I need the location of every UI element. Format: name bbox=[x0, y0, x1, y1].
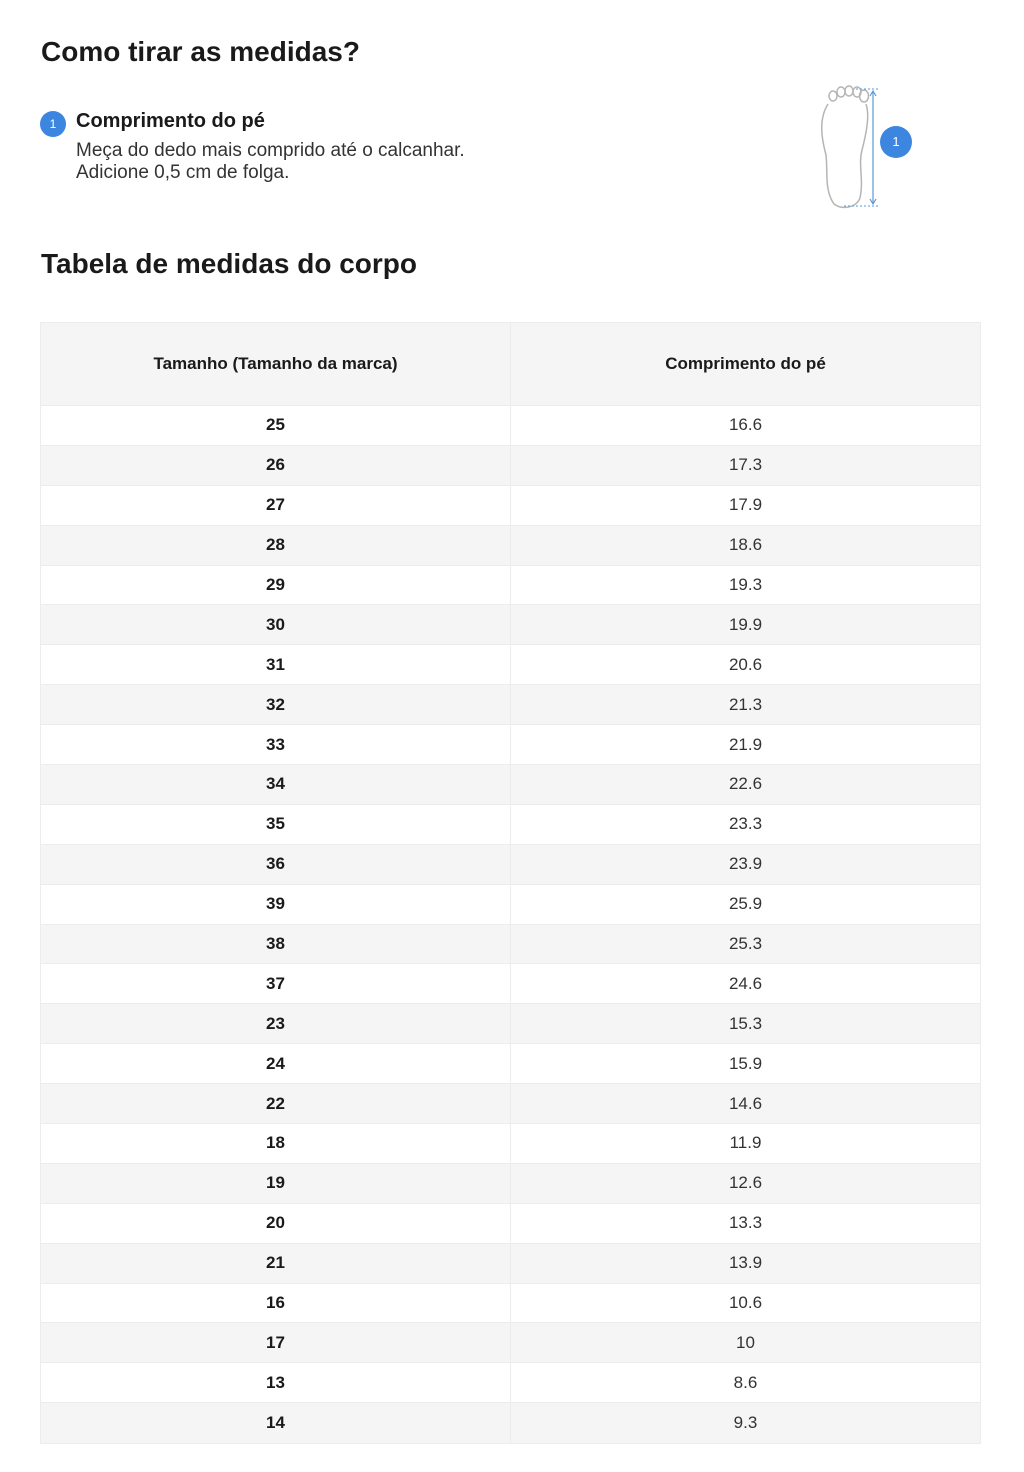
foot-length-cell: 15.3 bbox=[728, 1013, 763, 1033]
size-cell: 20 bbox=[41, 1204, 511, 1243]
size-cell: 23 bbox=[41, 1004, 511, 1043]
table-row bbox=[41, 1204, 980, 1244]
size-cell: 27 bbox=[41, 486, 511, 525]
header-foot-length: Comprimento do pé bbox=[665, 354, 826, 373]
size-table bbox=[40, 322, 981, 1444]
foot-length-cell: 11.9 bbox=[729, 1133, 762, 1153]
table-row bbox=[41, 566, 980, 606]
table-row bbox=[41, 1244, 980, 1284]
foot-length-cell: 16.6 bbox=[728, 415, 763, 435]
size-cell: 25 bbox=[41, 406, 511, 445]
table-row bbox=[41, 406, 980, 446]
table-row bbox=[41, 925, 980, 965]
table-row bbox=[41, 805, 980, 845]
table-row bbox=[41, 1363, 980, 1403]
size-cell: 17 bbox=[41, 1323, 511, 1362]
table-row bbox=[41, 964, 980, 1004]
size-cell: 18 bbox=[41, 1124, 511, 1163]
foot-illustration bbox=[808, 80, 928, 215]
size-cell: 19 bbox=[41, 1164, 511, 1203]
illustration-number-badge: 1 bbox=[880, 126, 912, 158]
table-row bbox=[41, 1164, 980, 1204]
foot-length-cell: 13.9 bbox=[728, 1253, 763, 1273]
foot-length-cell: 12.6 bbox=[728, 1173, 763, 1193]
step-number-badge: 1 bbox=[40, 111, 66, 137]
table-row bbox=[41, 486, 980, 526]
foot-length-cell: 10 bbox=[736, 1332, 755, 1352]
foot-length-cell: 13.3 bbox=[728, 1213, 763, 1233]
foot-length-cell: 19.3 bbox=[728, 575, 763, 594]
size-cell: 36 bbox=[41, 845, 511, 884]
table-header-row bbox=[41, 323, 980, 406]
size-cell: 37 bbox=[41, 964, 511, 1003]
table-row bbox=[41, 1323, 980, 1363]
foot-length-cell: 14.6 bbox=[728, 1093, 763, 1113]
foot-outline-icon bbox=[808, 80, 888, 215]
foot-length-cell: 23.9 bbox=[728, 854, 763, 874]
size-cell: 29 bbox=[41, 566, 511, 605]
foot-length-cell: 10.6 bbox=[728, 1293, 763, 1313]
size-cell: 38 bbox=[41, 925, 511, 964]
size-cell: 39 bbox=[41, 885, 511, 924]
foot-length-cell: 25.3 bbox=[728, 934, 763, 954]
foot-length-cell: 20.6 bbox=[728, 654, 763, 674]
table-row bbox=[41, 446, 980, 486]
table-row bbox=[41, 765, 980, 805]
size-cell: 32 bbox=[41, 685, 511, 724]
foot-length-cell: 17.3 bbox=[728, 455, 763, 475]
table-row bbox=[41, 725, 980, 765]
foot-length-cell: 21.3 bbox=[728, 694, 763, 714]
header-size: Tamanho (Tamanho da marca) bbox=[41, 323, 511, 405]
foot-length-cell: 15.9 bbox=[728, 1053, 763, 1073]
size-cell: 35 bbox=[41, 805, 511, 844]
table-row bbox=[41, 605, 980, 645]
foot-length-cell: 17.9 bbox=[728, 495, 763, 515]
foot-length-cell: 24.6 bbox=[728, 973, 763, 993]
table-body bbox=[41, 406, 980, 1443]
step-description: Meça do dedo mais comprido até o calcanhar. Adicione 0,5 cm de folga. bbox=[76, 140, 465, 183]
size-cell: 21 bbox=[41, 1244, 511, 1283]
foot-length-cell: 8.6 bbox=[733, 1372, 758, 1392]
size-cell: 34 bbox=[41, 765, 511, 804]
table-row bbox=[41, 685, 980, 725]
table-row bbox=[41, 1004, 980, 1044]
size-cell: 14 bbox=[41, 1403, 511, 1443]
foot-length-cell: 23.3 bbox=[728, 814, 763, 834]
size-cell: 13 bbox=[41, 1363, 511, 1402]
table-row bbox=[41, 845, 980, 885]
table-row bbox=[41, 1403, 980, 1443]
foot-length-cell: 21.9 bbox=[728, 734, 763, 754]
table-row bbox=[41, 1284, 980, 1324]
table-row bbox=[41, 1044, 980, 1084]
foot-length-cell: 9.3 bbox=[733, 1413, 758, 1433]
foot-length-cell: 19.9 bbox=[728, 614, 763, 634]
table-row bbox=[41, 885, 980, 925]
table-row bbox=[41, 1124, 980, 1164]
size-cell: 24 bbox=[41, 1044, 511, 1083]
table-row bbox=[41, 645, 980, 685]
size-cell: 26 bbox=[41, 446, 511, 485]
foot-length-cell: 18.6 bbox=[728, 535, 763, 555]
size-cell: 28 bbox=[41, 526, 511, 565]
size-table-title: Tabela de medidas do corpo bbox=[41, 248, 418, 279]
size-cell: 30 bbox=[41, 605, 511, 644]
table-row bbox=[41, 526, 980, 566]
foot-length-cell: 22.6 bbox=[728, 774, 763, 794]
how-to-measure-title: Como tirar as medidas? bbox=[41, 36, 360, 67]
size-cell: 22 bbox=[41, 1084, 511, 1123]
table-row bbox=[41, 1084, 980, 1124]
size-cell: 33 bbox=[41, 725, 511, 764]
size-cell: 31 bbox=[41, 645, 511, 684]
foot-length-cell: 25.9 bbox=[728, 894, 763, 914]
step-title: Comprimento do pé bbox=[76, 110, 265, 132]
size-cell: 16 bbox=[41, 1284, 511, 1323]
